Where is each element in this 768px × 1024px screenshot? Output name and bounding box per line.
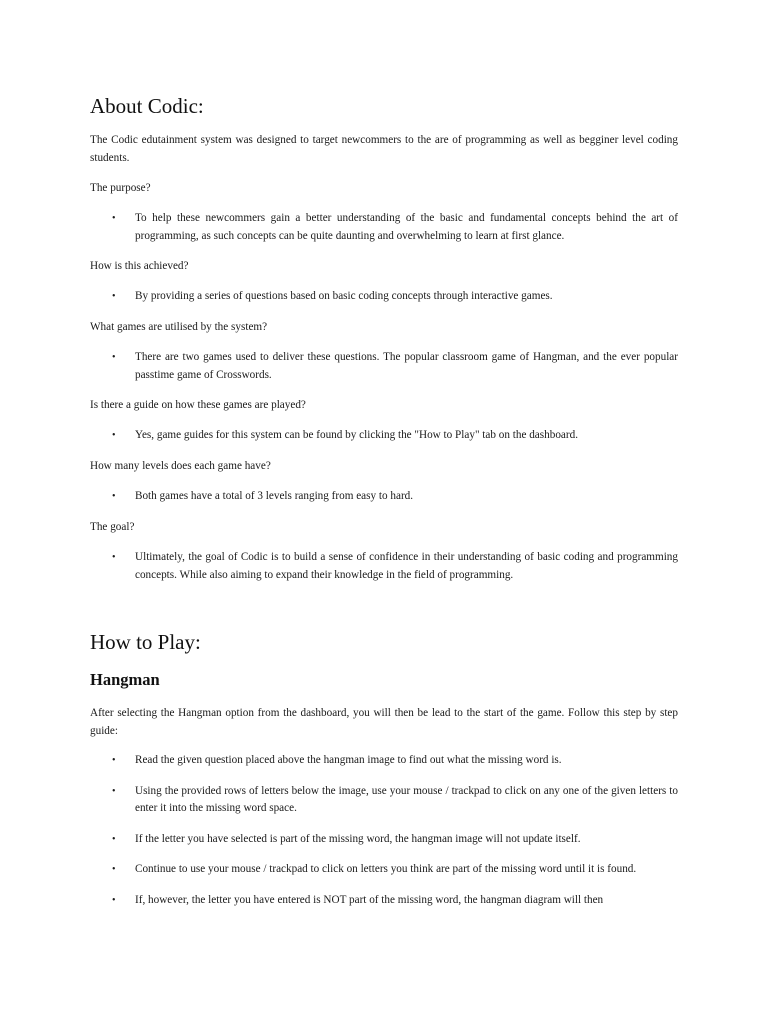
- about-answer: Both games have a total of 3 levels ranging from easy to hard.: [135, 490, 414, 502]
- about-question: How many levels does each game have?: [90, 460, 271, 472]
- list-item: [90, 288, 678, 306]
- hangman-step: Using the provided rows of letters below the image, use your mouse / trackpad to click on any one of the given letters to enter it into the missing word space.: [135, 784, 678, 814]
- list-item: [90, 210, 678, 245]
- about-answer-list: [90, 488, 678, 506]
- how-to-play-heading: How to Play:: [90, 630, 201, 654]
- hangman-steps-list: [90, 752, 678, 909]
- about-question: How is this achieved?: [90, 260, 189, 272]
- bullet-icon: •: [112, 552, 116, 563]
- about-question: The goal?: [90, 521, 135, 533]
- list-item: [90, 349, 678, 384]
- bullet-icon: •: [112, 864, 116, 875]
- hangman-heading: Hangman: [90, 670, 160, 689]
- about-answer: By providing a series of questions based on basic coding concepts through interactive games.: [135, 290, 553, 302]
- list-item: [90, 783, 678, 818]
- about-answer-list: [90, 210, 678, 245]
- about-answer: There are two games used to deliver these questions. The popular classroom game of Hangman, and the ever popular passtime game of Crosswords.: [135, 351, 678, 381]
- hangman-step: If the letter you have selected is part of the missing word, the hangman image will not update itself.: [135, 832, 581, 845]
- about-answer-list: [90, 349, 678, 384]
- about-question: Is there a guide on how these games are played?: [90, 399, 306, 411]
- about-question: What games are utilised by the system?: [90, 321, 268, 333]
- bullet-icon: •: [112, 430, 116, 441]
- bullet-icon: •: [112, 755, 116, 766]
- about-answer: To help these newcommers gain a better understanding of the basic and fundamental concepts behind the art of programming, as such concepts can be quite daunting and overwhelming to learn at first glance.: [135, 212, 678, 242]
- about-question: The purpose?: [90, 182, 151, 194]
- about-answer-list: [90, 288, 678, 306]
- about-answer: Yes, game guides for this system can be found by clicking the "How to Play" tab on the dashboard.: [135, 429, 578, 441]
- list-item: [90, 488, 678, 506]
- bullet-icon: •: [112, 291, 116, 302]
- about-heading: About Codic:: [90, 94, 204, 118]
- about-answer: Ultimately, the goal of Codic is to build a sense of confidence in their understanding of basic coding and programming concepts. While also aiming to expand their knowledge in the field of programming.: [135, 551, 678, 581]
- bullet-icon: •: [112, 213, 116, 224]
- about-intro: The Codic edutainment system was designed to target newcommers to the are of programming as well as begginer level coding students.: [90, 134, 678, 164]
- bullet-icon: •: [112, 894, 116, 906]
- bullet-icon: •: [112, 833, 116, 845]
- bullet-icon: •: [112, 491, 116, 502]
- about-answer-list: [90, 549, 678, 584]
- list-item: [90, 549, 678, 584]
- bullet-icon: •: [112, 785, 116, 797]
- list-item: [90, 831, 678, 849]
- list-item: [90, 861, 678, 879]
- list-item: [90, 427, 678, 445]
- about-answer-list: [90, 427, 678, 445]
- hangman-step: Continue to use your mouse / trackpad to click on letters you think are part of the missing word until it is found.: [135, 863, 637, 875]
- bullet-icon: •: [112, 352, 116, 363]
- hangman-step: If, however, the letter you have entered is NOT part of the missing word, the hangman diagram will then: [135, 893, 604, 906]
- list-item: [90, 892, 678, 910]
- hangman-step: Read the given question placed above the hangman image to find out what the missing word is.: [135, 754, 562, 766]
- list-item: [90, 752, 678, 770]
- hangman-intro: After selecting the Hangman option from the dashboard, you will then be lead to the start of the game. Follow this step by step guide:: [90, 707, 678, 737]
